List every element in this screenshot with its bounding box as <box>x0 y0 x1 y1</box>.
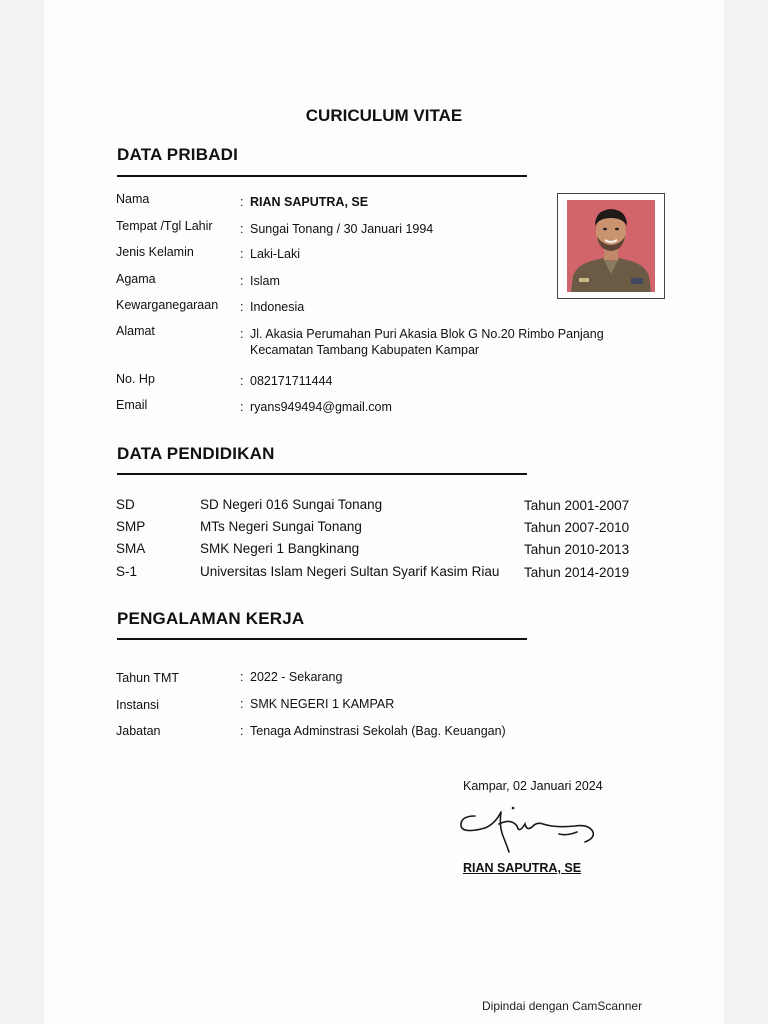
section-divider <box>117 638 527 640</box>
signature-icon <box>455 802 605 862</box>
section-heading-education: DATA PENDIDIKAN <box>117 444 275 463</box>
education-years: Tahun 2010-2013 <box>524 542 630 557</box>
value-agama: Islam <box>250 274 280 288</box>
label-email: Email <box>116 398 148 412</box>
label-alamat: Alamat <box>116 324 155 338</box>
colon: : <box>240 374 244 388</box>
colon: : <box>240 724 244 738</box>
education-level: SMP <box>116 519 146 534</box>
value-tahun-tmt: 2022 - Sekarang <box>250 670 343 684</box>
scanner-footer: Dipindai dengan CamScanner <box>482 999 643 1013</box>
education-level: SMA <box>116 541 146 556</box>
value-email: ryans949494@gmail.com <box>250 400 392 414</box>
label-tahun-tmt: Tahun TMT <box>116 671 179 685</box>
colon: : <box>240 327 244 341</box>
colon: : <box>240 274 244 288</box>
section-divider <box>117 473 527 475</box>
label-tempat-tgl-lahir: Tempat /Tgl Lahir <box>116 219 213 233</box>
value-alamat-line-2: Kecamatan Tambang Kabupaten Kampar <box>250 343 480 357</box>
value-tempat-tgl-lahir: Sungai Tonang / 30 Januari 1994 <box>250 222 434 236</box>
colon: : <box>240 300 244 314</box>
section-divider <box>117 175 527 177</box>
education-school: MTs Negeri Sungai Tonang <box>200 519 362 534</box>
section-heading-personal: DATA PRIBADI <box>117 145 239 164</box>
label-kewarganegaraan: Kewarganegaraan <box>116 298 219 312</box>
colon: : <box>240 697 244 711</box>
place-date: Kampar, 02 Januari 2024 <box>463 779 603 793</box>
label-instansi: Instansi <box>116 698 160 712</box>
colon: : <box>240 670 244 684</box>
label-agama: Agama <box>116 272 156 286</box>
value-no-hp: 082171711444 <box>250 374 333 388</box>
education-years: Tahun 2007-2010 <box>524 520 630 535</box>
education-level: S-1 <box>116 564 138 579</box>
colon: : <box>240 400 244 414</box>
photo-frame <box>557 193 665 299</box>
education-level: SD <box>116 497 135 512</box>
label-no-hp: No. Hp <box>116 372 155 386</box>
colon: : <box>240 222 244 236</box>
value-alamat-line-1: Jl. Akasia Perumahan Puri Akasia Blok G No.20 Rimbo Panjang <box>250 327 604 341</box>
label-jabatan: Jabatan <box>116 724 161 738</box>
portrait-photo <box>567 200 655 292</box>
education-school: SD Negeri 016 Sungai Tonang <box>200 497 383 512</box>
value-jabatan: Tenaga Adminstrasi Sekolah (Bag. Keuangan) <box>250 724 506 738</box>
value-jenis-kelamin: Laki-Laki <box>250 247 301 261</box>
portrait-icon <box>567 200 655 292</box>
label-nama: Nama <box>116 192 150 206</box>
education-years: Tahun 2001-2007 <box>524 498 630 513</box>
value-instansi: SMK NEGERI 1 KAMPAR <box>250 697 395 711</box>
education-years: Tahun 2014-2019 <box>524 565 630 580</box>
education-school: SMK Negeri 1 Bangkinang <box>200 541 360 556</box>
label-jenis-kelamin: Jenis Kelamin <box>116 245 194 259</box>
signatory-name: RIAN SAPUTRA, SE <box>463 861 582 875</box>
education-school: Universitas Islam Negeri Sultan Syarif Kasim Riau <box>200 564 500 579</box>
document-title: CURICULUM VITAE <box>305 106 463 125</box>
colon: : <box>240 195 244 209</box>
colon: : <box>240 247 244 261</box>
value-nama: RIAN SAPUTRA, SE <box>250 195 369 209</box>
section-heading-work: PENGALAMAN KERJA <box>117 609 305 628</box>
value-kewarganegaraan: Indonesia <box>250 300 305 314</box>
